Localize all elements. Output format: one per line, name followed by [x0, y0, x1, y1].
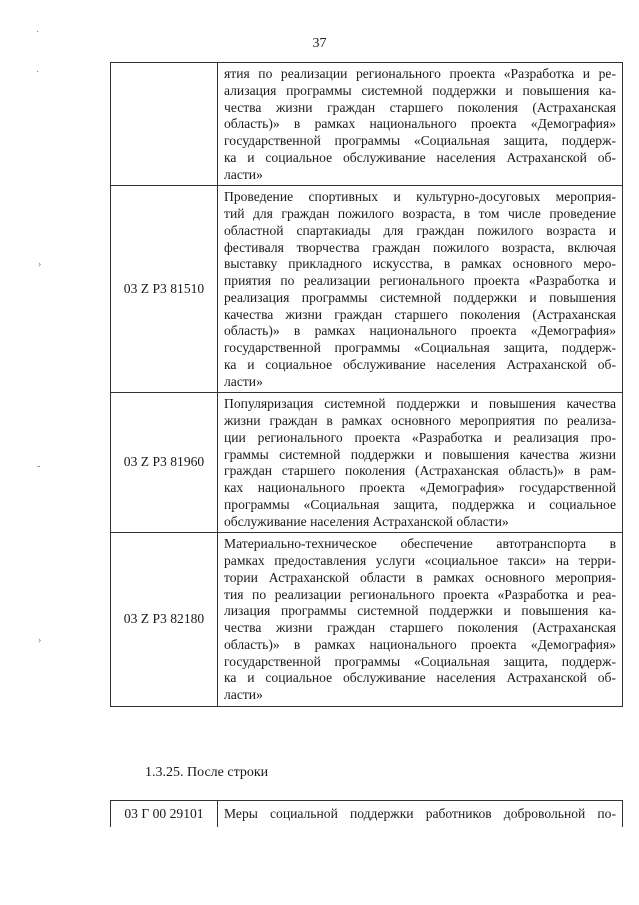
description-line: Материально-техническое обеспечение автотранспорта в — [224, 536, 616, 552]
description-line: выставку прикладного искусства, в рамках основного меро- — [224, 256, 616, 272]
after-row-table — [110, 800, 623, 827]
description-line: область)» в рамках национального проекта «Демография» — [224, 323, 616, 339]
description-line: программы «Социальная защита, поддержка и социальное — [224, 496, 616, 512]
description-line: рамках предоставления услуги «социальное такси» на терри- — [224, 553, 616, 568]
table-row — [111, 63, 623, 186]
description-line: обслуживание населения Астраханской области» — [224, 513, 509, 529]
description-line: качества жизни граждан старшего поколения (Астраханская — [224, 306, 616, 322]
description-line: чества жизни граждан старшего поколения (Астраханская — [224, 620, 616, 635]
description-line: ка и социальное обслуживание населения Астраханской об- — [224, 356, 616, 372]
scan-speck: - — [37, 461, 41, 472]
description-line: область)» в рамках национального проекта «Демография» — [224, 636, 616, 652]
description-line: областной спартакиады для граждан пожилого возраста и — [224, 222, 616, 238]
description-line: лизация программы системной поддержки и повышения ка- — [224, 603, 616, 619]
description-line: тия по реализации регионального проекта «Разработка и реа- — [224, 586, 616, 602]
section-paragraph: 1.3.25. После строки — [145, 765, 269, 780]
description-line: приятия по реализации регионального проекта «Разработка и — [224, 273, 616, 288]
description-line: область)» в рамках национального проекта «Демография» — [224, 116, 616, 132]
row-code — [111, 63, 218, 186]
page-number: 37 — [312, 36, 327, 51]
description-line: граммы системной поддержки и повышения качества жизни — [224, 446, 616, 462]
description-line: тории Астраханской области в рамках основного мероприя- — [224, 569, 616, 585]
description-line: государственной программы «Социальная защита, поддерж- — [224, 653, 616, 669]
description-line: фестиваля творчества граждан пожилого возраста, включая — [224, 239, 616, 255]
description-line: ятия по реализации регионального проекта «Разработка и ре- — [224, 66, 616, 81]
row-description — [218, 63, 623, 186]
description-line: ках национального проекта «Демография» государственной — [224, 480, 616, 495]
description-line: граждан старшего поколения (Астраханская область)» в рам- — [224, 463, 616, 479]
description-line: Меры социальной поддержки работников добровольной по- — [224, 805, 616, 821]
description-line: ласти» — [224, 166, 263, 182]
description-line: тий для граждан пожилого возраста, в том числе проведение — [224, 206, 616, 221]
scan-speck: · — [36, 27, 40, 38]
row-code: 03 Z P3 82180 — [111, 533, 218, 707]
budget-classification-table — [110, 62, 623, 707]
description-line: Популяризация системной поддержки и повышения качества — [224, 396, 616, 412]
table-row — [111, 801, 623, 828]
row-code: 03 Z P3 81960 — [111, 393, 218, 533]
scan-speck: · — [36, 67, 40, 78]
description-line: ции регионального проекта «Разработка и реализация про- — [224, 429, 616, 445]
table-row — [111, 186, 623, 393]
row-description — [218, 533, 623, 707]
row-code: 03 Г 00 29101 — [111, 801, 218, 828]
scan-speck: › — [38, 259, 42, 270]
description-line: ласти» — [224, 687, 263, 702]
description-line: ализация программы системной поддержки и повышения ка- — [224, 82, 616, 98]
description-line: государственной программы «Социальная защита, поддерж- — [224, 340, 616, 355]
description-line: ка и социальное обслуживание населения Астраханской об- — [224, 670, 616, 686]
scan-speck: › — [38, 635, 42, 646]
description-line: ка и социальное обслуживание населения Астраханской об- — [224, 149, 616, 165]
row-description — [218, 393, 623, 533]
description-line: жизни граждан в рамках основного мероприятия по реализа- — [224, 413, 616, 428]
description-line: ласти» — [224, 373, 263, 389]
row-code: 03 Z P3 81510 — [111, 186, 218, 393]
description-line: государственной программы «Социальная защита, поддерж- — [224, 133, 616, 148]
table-row — [111, 533, 623, 707]
description-line: Проведение спортивных и культурно-досуговых мероприя- — [224, 189, 616, 205]
description-line: реализация программы системной поддержки и повышения — [224, 289, 616, 305]
row-description — [218, 801, 623, 828]
row-description — [218, 186, 623, 393]
table-row — [111, 393, 623, 533]
description-line: чества жизни граждан старшего поколения (Астраханская — [224, 99, 616, 115]
